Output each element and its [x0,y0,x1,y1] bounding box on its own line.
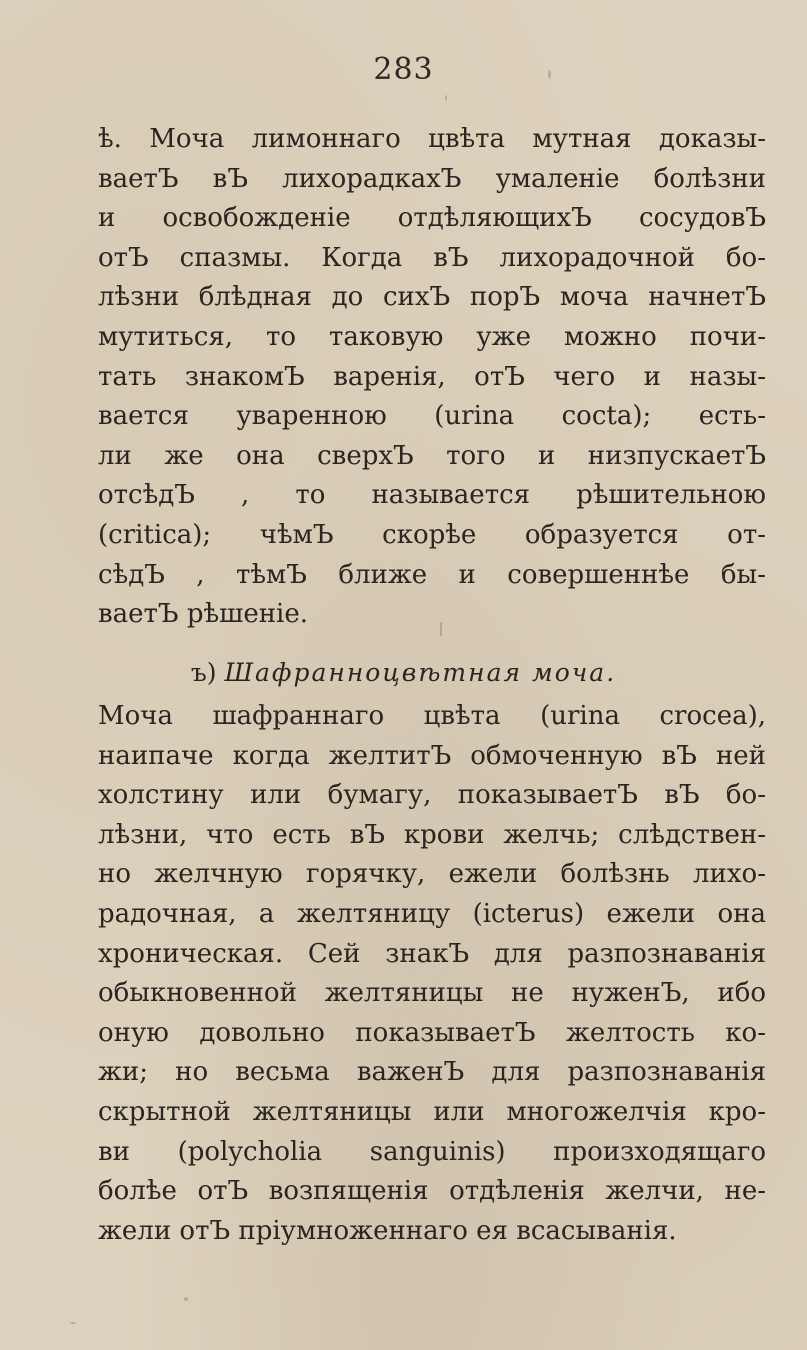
paragraph-saffron-colored-urine [98,697,766,1251]
text-line: болѣе отЪ возпященія отдѣленія желчи, не- [98,1176,766,1207]
text-line: но желчную горячку, ежели болѣзнь лихо- [98,859,766,890]
text-line: ѣ. Моча лимоннаго цвѣта мутная доказы- [98,124,766,154]
text-line: и освобожденіе отдѣляющихЪ сосудовЪ [98,203,766,234]
text-line: ви (polycholia sanguinis) произходящаго [98,1136,766,1167]
text-line: ваетЪ рѣшеніе. [98,599,309,630]
text-line: тать знакомЪ варенія, отЪ чего и назы- [98,361,766,392]
text-line: скрытной желтяницы или многожелчія кро- [98,1096,766,1127]
section-marker: ъ) [190,658,217,687]
text-line: наипаче когда желтитЪ обмоченную вЪ ней [98,740,766,771]
text-line: жи; но весьма важенЪ для разпознаванія [98,1057,766,1088]
text-line: жели отЪ пріумноженнаго ея всасыванія. [98,1215,677,1246]
ink-speck [445,95,447,101]
ink-speck [548,70,551,79]
text-line: оную довольно показываетЪ желтость ко- [98,1017,766,1048]
paragraph-lemon-colored-urine [98,120,766,635]
page-number: 283 [373,52,434,87]
ink-speck [440,622,442,636]
text-line: холстину или бумагу, показываетЪ вЪ бо- [98,780,766,811]
text-line: Моча шафраннаго цвѣта (urina crocea), [98,701,766,731]
text-line: мутиться, то таковую уже можно почи- [98,321,766,352]
section-heading [0,655,807,691]
text-line: лѣзни, что есть вЪ крови желчь; слѣдствен- [98,819,766,850]
ink-speck [70,1322,76,1324]
text-line: сѣдЪ , тѣмЪ ближе и совершеннѣе бы- [98,559,766,590]
text-line: отЪ спазмы. Когда вЪ лихорадочной бо- [98,242,766,273]
text-line: вается уваренною (urina cocta); есть- [98,401,766,432]
text-line: (critica); чѣмЪ скорѣе образуется от- [98,519,766,550]
text-line: ваетЪ вЪ лихорадкахЪ умаленіе болѣзни [98,163,766,194]
text-line: радочная, а желтяницу (icterus) ежели она [98,898,766,929]
ink-speck [184,1297,188,1301]
section-title: Шафранноцвѣтная моча. [224,658,617,687]
text-line: обыкновенной желтяницы не нуженЪ, ибо [98,978,766,1009]
text-line: отсѣдЪ , то называется рѣшительною [98,480,766,511]
text-line: лѣзни блѣдная до сихЪ порЪ моча начнетЪ [98,282,766,313]
text-line: ли же она сверхЪ того и низпускаетЪ [98,440,766,471]
text-line: хроническая. Сей знакЪ для разпознаванія [98,938,766,969]
